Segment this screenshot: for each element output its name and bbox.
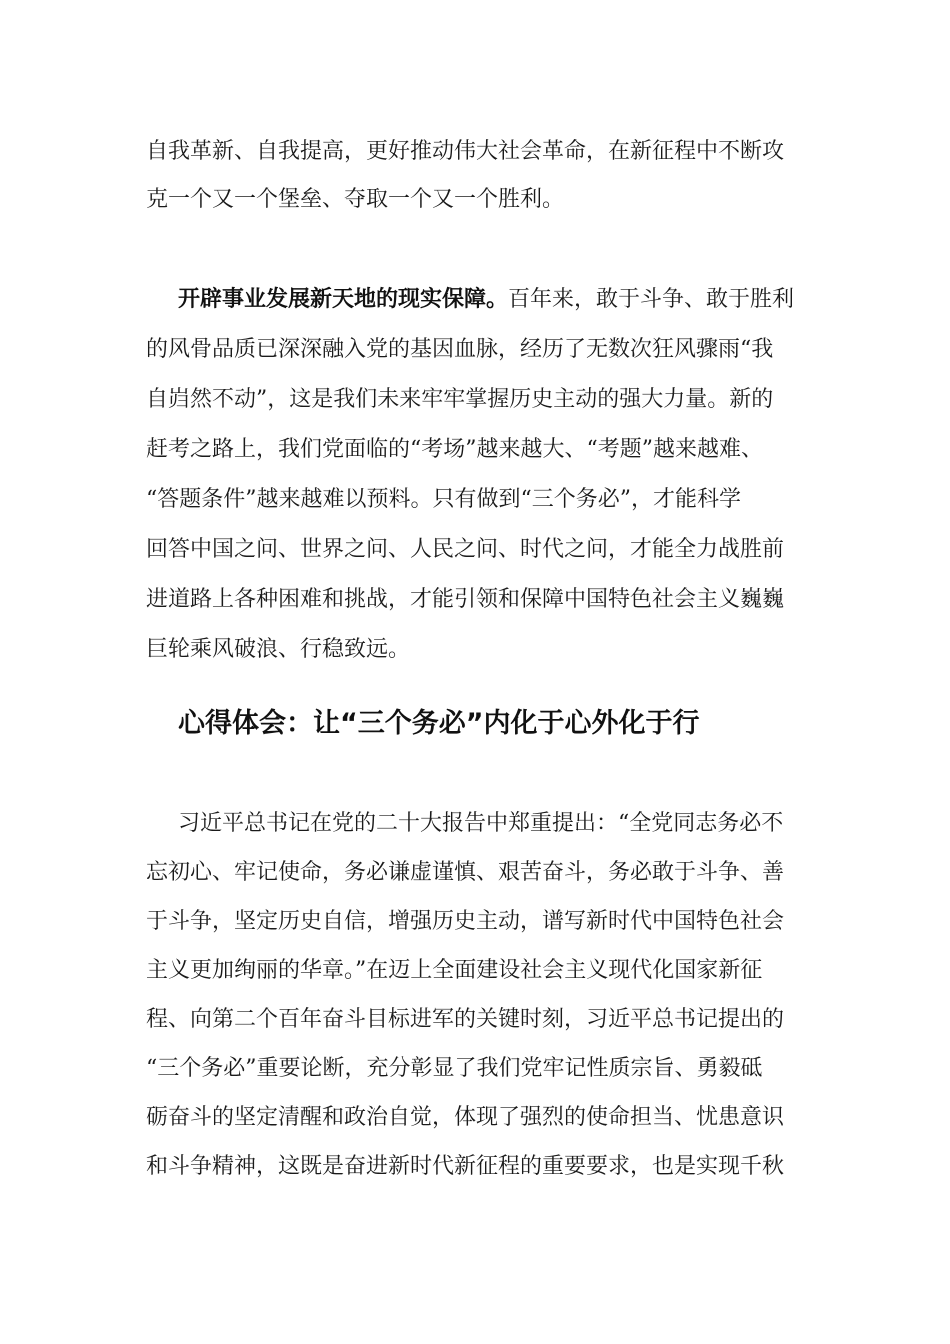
paragraph-2-line-5: “答题条件”越来越难以预料。只有做到“三个务必”，才能科学 [146,487,741,512]
paragraph-2-line-3: 自岿然不动”，这是我们未来牢牢掌握历史主动的强大力量。新的 [146,387,774,412]
paragraph-3-line-5: 程、向第二个百年奋斗目标进军的关键时刻，习近平总书记提出的 [146,1007,785,1032]
section-heading: 心得体会：让“三个务必”内化于心外化于行 [178,708,700,739]
paragraph-3-line-6: “三个务必”重要论断，充分彰显了我们党牢记性质宗旨、勇毅砥 [146,1056,763,1081]
paragraph-2-line-1-rest: 百年来，敢于斗争、敢于胜利 [508,287,795,312]
paragraph-2-line-7: 进道路上各种困难和挑战，才能引领和保障中国特色社会主义巍巍 [146,587,785,612]
paragraph-2-lead: 开辟事业发展新天地的现实保障。 [178,287,509,312]
paragraph-1-line-2: 克一个又一个堡垒、夺取一个又一个胜利。 [146,187,565,212]
paragraph-2-line-4: 赶考之路上，我们党面临的“考场”越来越大、“考题”越来越难、 [146,437,763,462]
paragraph-3-line-4: 主义更加绚丽的华章。”在迈上全面建设社会主义现代化国家新征 [146,958,763,983]
paragraph-3-line-7: 砺奋斗的坚定清醒和政治自觉，体现了强烈的使命担当、忧患意识 [146,1105,785,1130]
paragraph-1-line-1: 自我革新、自我提高，更好推动伟大社会革命，在新征程中不断攻 [146,139,785,164]
paragraph-3-line-8: 和斗争精神，这既是奋进新时代新征程的重要要求，也是实现千秋 [146,1154,785,1179]
paragraph-3-line-1: 习近平总书记在党的二十大报告中郑重提出：“全党同志务必不 [178,811,784,836]
paragraph-3-line-3: 于斗争，坚定历史自信，增强历史主动，谱写新时代中国特色社会 [146,909,785,934]
paragraph-3-line-2: 忘初心、牢记使命，务必谦虚谨慎、艰苦奋斗，务必敢于斗争、善 [146,860,785,885]
paragraph-2-line-1 [178,284,858,316]
paragraph-2-line-6: 回答中国之问、世界之问、人民之问、时代之问，才能全力战胜前 [146,537,785,562]
paragraph-2-line-2: 的风骨品质已深深融入党的基因血脉，经历了无数次狂风骤雨“我 [146,337,774,362]
paragraph-2-line-8: 巨轮乘风破浪、行稳致远。 [146,637,411,662]
